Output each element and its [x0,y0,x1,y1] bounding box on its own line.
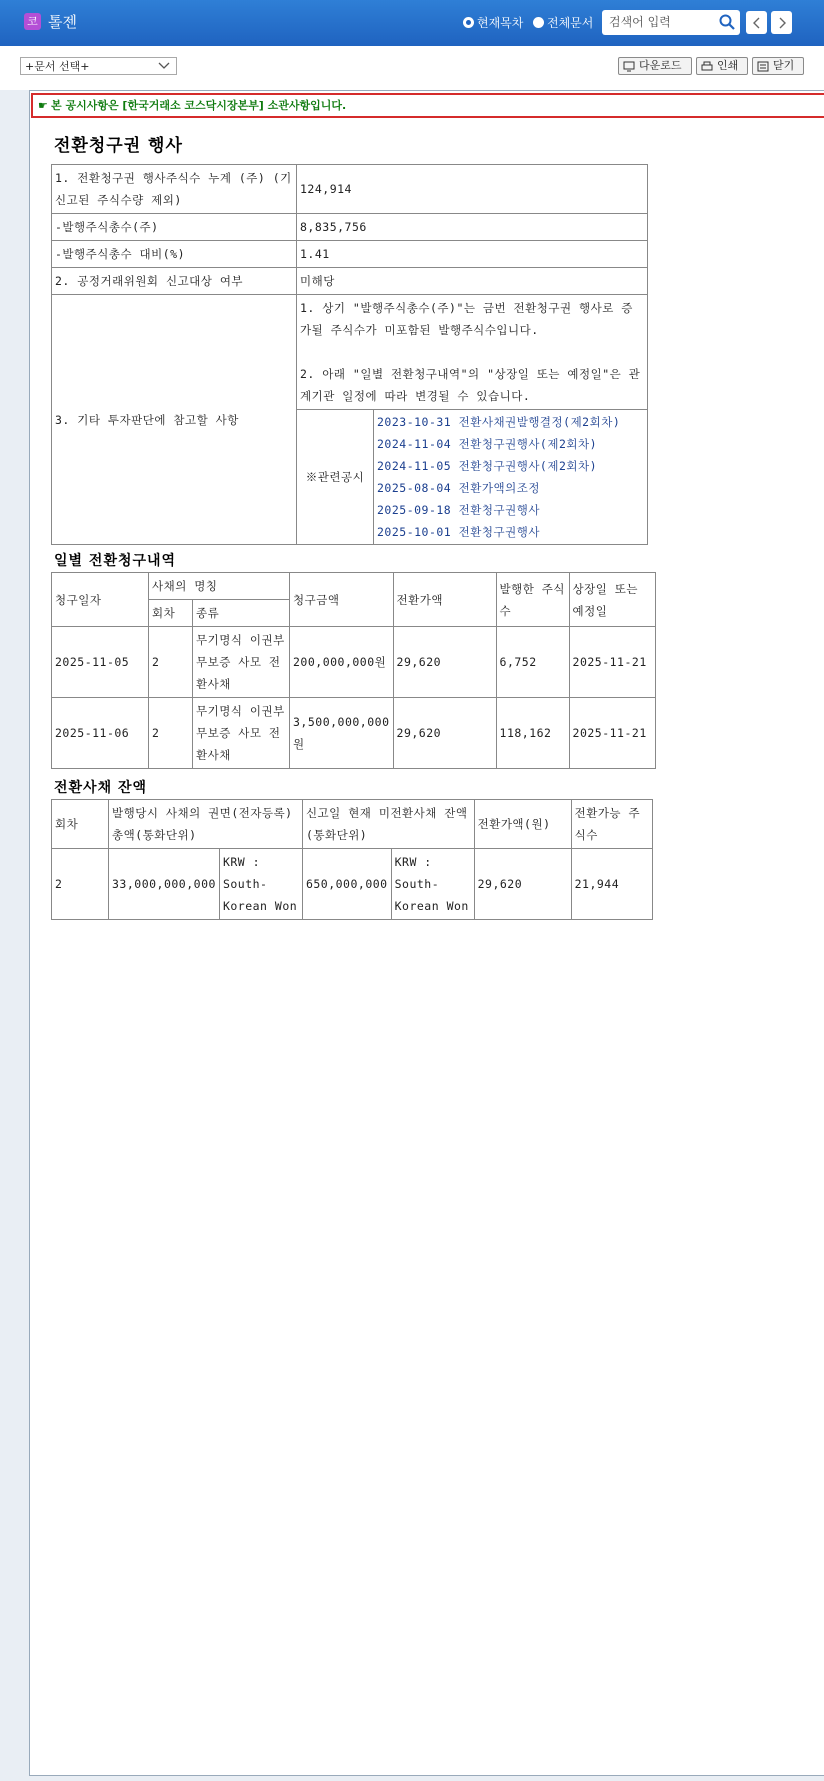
table-cell: 2025-11-21 [569,627,655,698]
chevron-right-icon [777,17,787,29]
notice-banner [31,93,824,118]
table-header: 사채의 명칭 [149,573,290,600]
printer-icon [701,61,713,72]
pointing-hand-icon: ☛ [38,99,48,112]
table-cell: 200,000,000원 [290,627,394,698]
table-header: 회차 [149,600,193,627]
search-icon[interactable] [719,14,735,30]
chevron-down-icon [158,61,170,71]
download-label: 다운로드 [639,59,682,72]
table-row [52,295,648,410]
related-disclosure-link[interactable]: 2025-09-18 전환청구권행사 [377,503,540,517]
table-row [52,627,656,698]
table-cell: 6,752 [496,627,569,698]
table-row [52,698,656,769]
table-cell: 1. 전환청구권 행사주식수 누계 (주) (기 신고된 주식수량 제외) [52,165,297,214]
table-cell: 3. 기타 투자판단에 참고할 사항 [52,295,297,545]
table-header: 회차 [52,800,109,849]
table-cell: 미해당 [297,268,648,295]
table-cell: 650,000,000 [302,849,391,920]
radio-selected-icon [463,17,474,28]
radio-current-section[interactable] [463,14,523,31]
table-cell: 1. 상기 "발행주식총수(주)"는 금번 전환청구권 행사로 증가될 주식수가 미포함된 발행주식수입니다. 2. 아래 "일별 전환청구내역"의 "상장일 또는 예정일"은 관계기관 일정에 따라 변경될 수 있습니다. [297,295,648,410]
table-cell: KRW : South-Korean Won [391,849,474,920]
table-header: 발행당시 사채의 권면(전자등록)총액(통화단위) [109,800,303,849]
radio-all-label: 전체문서 [547,16,594,30]
company-name: 톨젠 [48,13,77,31]
table-cell: 무기명식 이권부 무보증 사모 전환사채 [193,627,290,698]
related-disclosure-link[interactable]: 2024-11-05 전환청구권행사(제2회차) [377,459,598,473]
summary-table [51,164,648,545]
radio-all-documents[interactable] [533,14,593,31]
table-row [52,849,653,920]
table-cell: 2025-11-06 [52,698,149,769]
table-cell: 29,620 [393,698,496,769]
table-header: 청구금액 [290,573,394,627]
table-row [52,268,648,295]
section-title: 일별 전환청구내역 [54,553,177,569]
related-disclosure-link[interactable]: 2024-11-04 전환청구권행사(제2회차) [377,437,598,451]
balance-table [51,799,653,920]
table-row [52,165,648,214]
document-select[interactable] [20,57,177,75]
table-cell: 29,620 [474,849,571,920]
table-header: 전환가액(원) [474,800,571,849]
search-input[interactable] [602,10,709,33]
table-cell: 124,914 [297,165,648,214]
radio-current-label: 현재목차 [477,16,524,30]
table-header: 종류 [193,600,290,627]
print-button[interactable] [696,57,748,75]
table-cell: 3,500,000,000원 [290,698,394,769]
document-title: 전환청구권 행사 [54,136,183,156]
table-cell: 2025-11-21 [569,698,655,769]
table-cell: 118,162 [496,698,569,769]
close-label: 닫기 [773,59,795,72]
company-logo-icon: 코 [24,13,41,30]
table-header: 청구일자 [52,573,149,627]
table-cell: KRW : South-Korean Won [219,849,302,920]
table-cell: 29,620 [393,627,496,698]
close-button[interactable] [752,57,804,75]
prev-button[interactable] [746,11,767,34]
table-header: 상장일 또는 예정일 [569,573,655,627]
download-button[interactable] [618,57,692,75]
monitor-icon [623,61,635,72]
table-row [52,241,648,268]
table-cell: ※관련공시 [297,410,374,545]
notice-text: 본 공시사항은 [한국거래소 코스닥시장본부] 소관사항입니다. [51,99,347,112]
table-cell: -발행주식총수(주) [52,214,297,241]
related-disclosure-link[interactable]: 2025-10-01 전환청구권행사 [377,525,540,539]
table-cell: 2025-11-05 [52,627,149,698]
radio-unselected-icon [533,17,544,28]
top-bar [0,0,824,46]
table-cell: 2 [149,627,193,698]
table-row [52,214,648,241]
table-cell: 1.41 [297,241,648,268]
table-cell: 2. 공정거래위원회 신고대상 여부 [52,268,297,295]
search-box [602,10,740,35]
document-select-value: +문서 선택+ [25,60,90,73]
table-cell: 무기명식 이권부 무보증 사모 전환사채 [193,698,290,769]
document-icon [757,61,769,72]
related-disclosure-link[interactable]: 2023-10-31 전환사채권발행결정(제2회차) [377,415,621,429]
table-cell: 21,944 [571,849,652,920]
table-cell: -발행주식총수 대비(%) [52,241,297,268]
table-header: 발행한 주식수 [496,573,569,627]
daily-conversion-table [51,572,656,769]
table-cell: 8,835,756 [297,214,648,241]
print-label: 인쇄 [717,59,739,72]
next-button[interactable] [771,11,792,34]
table-header: 전환가능 주식수 [571,800,652,849]
table-header: 신고일 현재 미전환사채 잔액 (통화단위) [302,800,474,849]
chevron-left-icon [752,17,762,29]
table-row [52,573,656,600]
related-disclosure-link[interactable]: 2025-08-04 전환가액의조정 [377,481,540,495]
section-title: 전환사채 잔액 [54,780,148,796]
table-cell: 2 [149,698,193,769]
table-cell: 33,000,000,000 [109,849,220,920]
table-row [52,800,653,849]
table-cell [374,410,648,545]
table-cell: 2 [52,849,109,920]
table-header: 전환가액 [393,573,496,627]
